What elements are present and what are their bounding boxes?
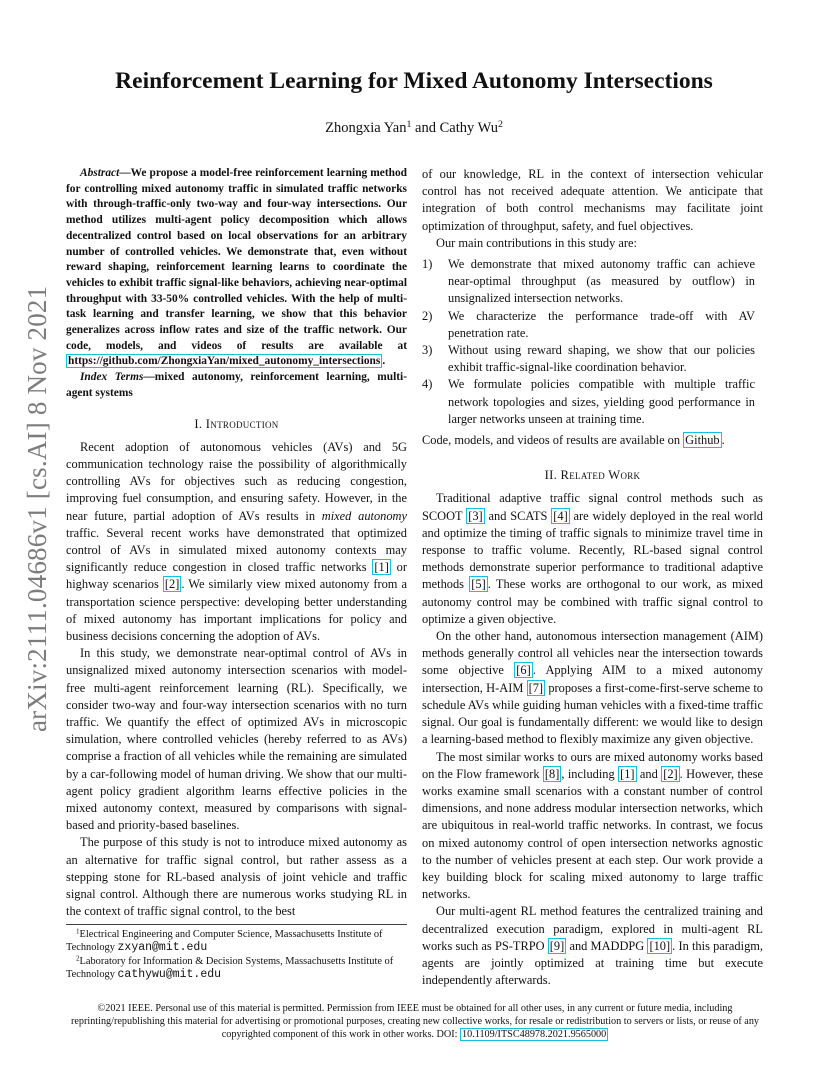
citation-link[interactable]: [9] (549, 938, 565, 953)
citation-link[interactable]: [3] (468, 508, 483, 523)
citation-link[interactable]: [1] (374, 560, 389, 575)
footnote: $^1$Electrical Engineering and Computer Science, Massachusetts Institute of Technology zxyan@mit.edu (66, 927, 383, 954)
footnote: $^2$Laboratory for Information & Decision Systems, Massachusetts Institute of Technology cathywu@mit.edu (66, 954, 394, 981)
citation-link[interactable]: [2] (164, 577, 180, 592)
intro-paragraph: Recent adoption of autonomous vehicles (AVs) and 5G communication technology raise the possibility of algorithmically controlling AVs for objectives such as reducing congestion, improving fuel consumption, and ensuring safety. However, in the near future, partial adoption of AVs results in mixed autonomy traffic. Several recent works have demonstrated that optimized control of AVs in simulated mixed autonomy contexts may significantly reduce congestion in closed traffic networks [1] or highway scenarios [2] . We similarly view mixed autonomy from a transportation science perspective: developing better understanding of mixed autonomy has important implications for policy and business decisions concerning the adoption of AVs. (66, 439, 408, 643)
citation-link[interactable]: [6] (516, 663, 531, 678)
footnotes (66, 924, 407, 982)
code-availability-line: Code, models, and videos of results are available on Github . (422, 433, 725, 448)
related-paragraph: Traditional adaptive traffic signal control methods such as SCOOT [3] and SCATS [4] are widely deployed in the real world and optimize the timing of traffic signals to minimize travel time in response to traffic volume. Recently, RL-based signal control methods demonstrate superior performance to traditional adaptive methods [5] . These works are orthogonal to our work, as mixed autonomy control may be combined with traffic signal control to optimize a given objective. (422, 491, 764, 626)
list-item: 1) We demonstrate that mixed autonomy traffic can achieve near-optimal throughput (as measured by outflow) in unsignalized intersection networks. (422, 257, 755, 306)
emphasis-term: mixed autonomy (321, 508, 407, 523)
citation-link[interactable]: [1] (620, 766, 635, 781)
list-item: 2) We characterize the performance trade-off with AV penetration rate. (422, 308, 755, 340)
left-column (66, 166, 407, 920)
author-conjunction: and (411, 120, 440, 136)
abstract-label: Abstract (80, 167, 120, 179)
list-item: 3) Without using reward shaping, we show that our policies exhibit traffic-signal-like coordination behavior. (422, 343, 755, 375)
author-name: Zhongxia Yan (325, 120, 407, 136)
related-paragraph: The most similar works to ours are mixed autonomy works based on the Flow framework [8] , including [1] and [2] . However, these works examine small scenarios with a constant number of control dimensions, and none address modular intersection networks, which are ubiquitous in real-world traffic networks. In contrast, we focus on mixed autonomy control of open intersection networks agnostic to the number of vehicles present at each step. Our work provide a key building block for scaling mixed autonomy to large traffic networks. (422, 749, 763, 902)
github-link[interactable]: Github (685, 433, 720, 448)
intro-paragraph: In this study, we demonstrate near-optimal control of AVs in unsignalized mixed autonomy intersection scenarios with model-free multi-agent reinforcement learning (RL). Specifically, we consider two-way and four-way intersection scenarios with no turn traffic. We quantify the effect of optimized AVs in microscopic simulation, where controlled vehicles (hereby referred to as AVs) comprise a fraction of all vehicles while the remaining are simulated by a car-following model of human driving. We show that our multi-agent policy gradient algorithm learns effective policies in the mixed autonomy context, measured by comparisons with signal-based and priority-based baselines. (66, 646, 407, 833)
section-heading-introduction: I. Introduction (194, 416, 279, 431)
citation-link[interactable]: [2] (663, 766, 678, 781)
right-column (422, 166, 763, 989)
index-terms-label: Index Terms (80, 371, 144, 384)
citation-link[interactable]: [10] (649, 938, 671, 953)
copyright-notice: ©2021 IEEE. Personal use of this material is permitted. Permission from IEEE must be obtained for all other uses, in any current or future media, including reprinting/republishing this material for advertising or promotional purposes, creating new collective works, for resale or redistribution to servers or lists, or reuse of any copyrighted component of this work in other works. DOI: 10.1109/ITSC48978.2021.9565000 (70, 1003, 760, 1041)
section-heading-related-work: II. Related Work (544, 468, 641, 483)
list-item: 4) We formulate policies compatible with multiple traffic network topologies and sizes, yielding good performance in larger networks unseen at training time. (422, 377, 755, 426)
affiliation-marker: 2 (497, 119, 503, 131)
related-paragraph: On the other hand, autonomous intersection management (AIM) methods generally control all vehicles near the intersection towards some objective [6] . Applying AIM to a mixed autonomy intersection, H-AIM [7] proposes a first-come-first-serve scheme to schedule AVs while guiding human vehicles with a fixed-time traffic signal. Our goal is fundamentally different: we would like to design a learning-based method to flexibly maximize any given objective. (422, 629, 764, 747)
arxiv-identifier-stamp[interactable]: arXiv:2111.04686v1 [cs.AI] 8 Nov 2021 (22, 285, 52, 732)
github-repo-link[interactable]: https://github.com/ZhongxiaYan/mixed_autonomy_intersections (68, 355, 381, 368)
abstract: Abstract—We propose a model-free reinforcement learning method for controlling mixed autonomy traffic in simulated traffic networks with through-traffic-only two-way and four-way intersections. Our method utilizes multi-agent policy decomposition which allows decentralized control based on local observations for an arbitrary number of controlled vehicles. We demonstrate that, even without reward shaping, reinforcement learning learns to coordinate the vehicles to exhibit traffic signal-like behaviors, achieving near-optimal throughput with 33-50% controlled vehicles. With the help of multi-task learning and transfer learning, we show that this behavior generalizes across inflow rates and size of the traffic network. Our code, models, and videos of results are available at https://github.com/ZhongxiaYan/mixed_autonomy_intersections . (66, 167, 407, 368)
intro-paragraph-continued: of our knowledge, RL in the context of intersection vehicular control has not received adequate attention. We anticipate that integration of both control mechanisms may facilitate joint optimization of throughput, safety, and fuel objectives. (422, 167, 763, 233)
citation-link[interactable]: [8] (544, 766, 560, 781)
related-paragraph: Our multi-agent RL method features the centralized training and decentralized execution paradigm, explored in multi-agent RL works such as PS-TRPO [9] and MADDPG [10] . In this paradigm, agents are jointly optimized at training time but execute independently afterwards. (422, 904, 764, 988)
index-terms-text: —mixed autonomy, reinforcement learning, multi-agent systems (66, 371, 407, 399)
doi-link[interactable]: 10.1109/ITSC48978.2021.9565000 (462, 1029, 607, 1041)
author-line (0, 118, 828, 138)
email-address: cathywu@mit.edu (117, 968, 222, 981)
intro-paragraph: The purpose of this study is not to introduce mixed autonomy as an alternative for traffic signal control, but rather assess as a stepping stone for RL-based analysis of joint vehicle and traffic signal control. Although there are numerous works studying RL in the context of traffic signal control, to the best (66, 835, 407, 919)
citation-link[interactable]: [7] (528, 680, 544, 695)
contributions-intro: Our main contributions in this study are: (436, 235, 637, 250)
email-address: zxyan@mit.edu (117, 941, 208, 954)
contributions-list (422, 256, 763, 428)
paper-title: Reinforcement Learning for Mixed Autonomy Intersections (115, 68, 713, 94)
citation-link[interactable]: [4] (553, 508, 568, 523)
citation-link[interactable]: [5] (471, 577, 486, 592)
author-name: Cathy Wu (439, 120, 498, 136)
abstract-text: —We propose a model-free reinforcement learning method for controlling mixed autonomy traffic in simulated traffic networks with through-traffic-only two-way and four-way intersections. Our method utilizes multi-agent policy decomposition which allows decentralized control based on local observations for an arbitrary number of controlled vehicles. We demonstrate that, even without reward shaping, reinforcement learning learns to coordinate the vehicles to exhibit traffic signal-like behaviors, achieving near-optimal throughput with 33-50% controlled vehicles. With the help of multi-task learning and transfer learning, we show that this behavior generalizes across inflow rates and size of the traffic network. Our code, models, and videos of results are available at (66, 167, 407, 352)
index-terms (66, 370, 407, 401)
affiliation-marker: 1 (406, 119, 412, 131)
